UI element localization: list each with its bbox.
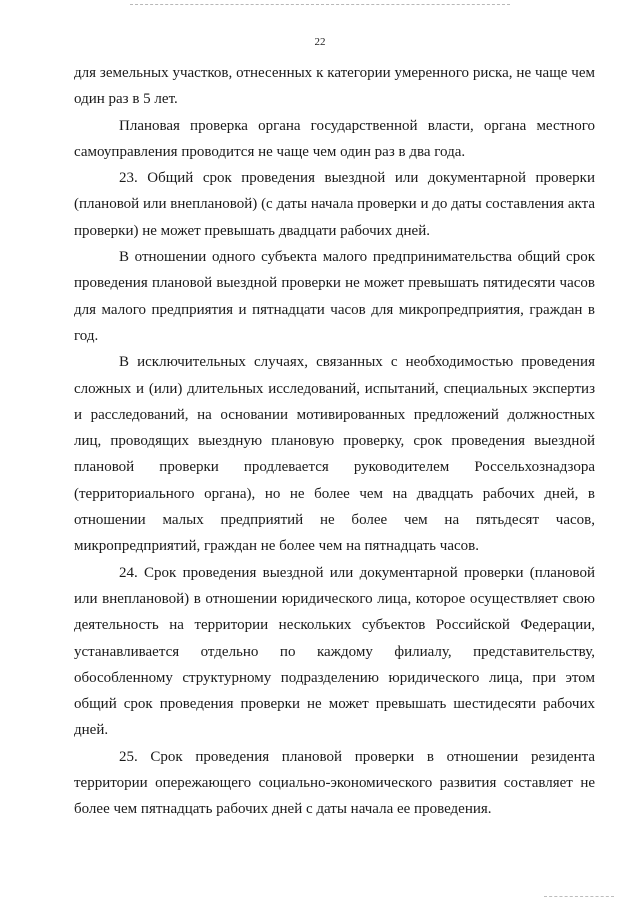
paragraph-24-multi-region-entity: 24. Срок проведения выездной или документарной проверки (плановой или внеплановой) в отношении юридического лица, которое осуществляет свою деятельность на территории нескольких субъектов Российской Федерации, устанавливается отдельно по каждому филиалу, представительству, обособленному структурному подразделению юридического лица, при этом общий срок проведения проверки не может превышать шестидесяти рабочих дней. <box>74 564 595 739</box>
paragraph-small-business-limit: В отношении одного субъекта малого предпринимательства общий срок проведения плановой выездной проверки не может превышать пятидесяти часов для малого предприятия и пятнадцати часов для микропредприятия, граждан в год. <box>74 249 595 344</box>
page-number: 22 <box>314 36 326 48</box>
paragraph-25-resident-territory: 25. Срок проведения плановой проверки в отношении резидента территории опережающего социально-экономического развития составляет не более чем пятнадцать рабочих дней с даты начала ее проведения. <box>74 748 595 818</box>
paragraph-23-total-duration: 23. Общий срок проведения выездной или документарной проверки (плановой или внеплановой) (с даты начала проверки и до даты составления акта проверки) не может превышать двадцати рабочих дней. <box>74 170 595 239</box>
paragraph-exceptional-extension: В исключительных случаях, связанных с необходимостью проведения сложных и (или) длительных исследований, испытаний, специальных экспертиз и расследований, на основании мотивированных предложений должностных лиц, проводящих выездную плановую проверку, срок проведения выездной плановой проверки продлевается руководителем Россельхознадзора (территориального органа), но не более чем на двадцать рабочих дней, в отношении малых предприятий не более чем на пятьдесят часов, микропредприятий, граждан не более чем на пятнадцать часов. <box>74 354 595 555</box>
scan-edge-mark <box>544 896 614 897</box>
document-body <box>74 60 595 823</box>
paragraph-planned-inspection-frequency: Плановая проверка органа государственной власти, органа местного самоуправления проводится не чаще чем один раз в два года. <box>74 117 595 160</box>
paragraph-continuation: для земельных участков, отнесенных к категории умеренного риска, не чаще чем один раз в 5 лет. <box>74 65 595 108</box>
scan-edge-line <box>130 4 510 5</box>
